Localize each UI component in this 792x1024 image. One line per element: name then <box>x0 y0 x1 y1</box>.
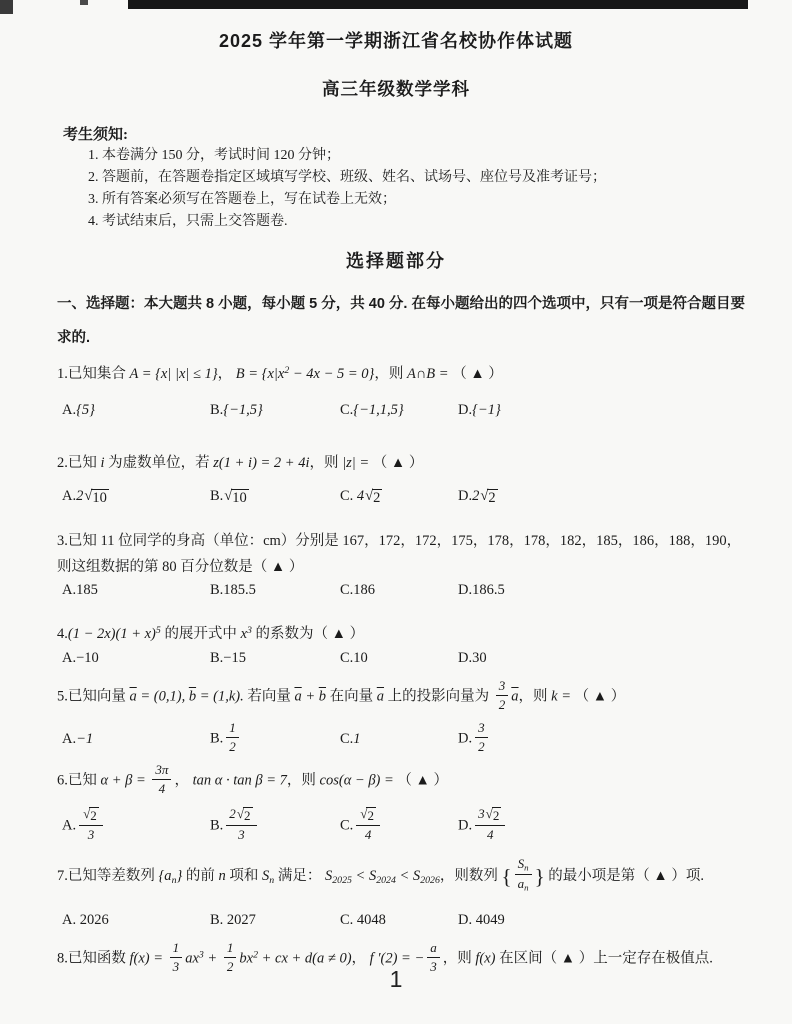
question-1-options <box>62 402 768 419</box>
question-3-stem: 3.已知 11 位同学的身高（单位：cm）分别是 167，172，172，175，178，178，182，185，186，188，190，则这组数据的第 80 百分位数是（ ▲ ） <box>57 533 742 575</box>
question-6-option-c: C. √ 2 4 <box>340 808 458 844</box>
question-3-option-b: B.185.5 <box>210 582 256 598</box>
question-5-option-c: C.1 <box>340 730 361 747</box>
question-5-option-d: D. $\frac{3}{2}$ <box>458 722 768 756</box>
question-4-stem: $4.(1 - 2x)(1 + x)^5$ 的展开式中 $x^3$ 的系数为（ ▲ ） <box>57 625 365 642</box>
question-7-option-b: B. 2027 <box>210 912 256 928</box>
question-2-option-c: C. 4 √ 2 <box>340 488 381 506</box>
notice-item-1: 1. 本卷满分 150 分，考试时间 120 分钟； <box>88 148 340 163</box>
question-2-option-d: D.2 √ 2 <box>458 488 496 506</box>
scan-artifact-corner <box>0 0 13 14</box>
page-number: 1 <box>389 966 403 992</box>
question-4-options <box>62 650 768 667</box>
question-5-option-a: A.−1 <box>62 730 94 747</box>
question-6-options <box>62 808 768 844</box>
question-5-options <box>62 722 768 756</box>
question-3-options <box>62 582 768 599</box>
question-1-option-a: A.{5} <box>62 402 95 418</box>
question-1-option-d: D.{−1} <box>458 402 501 418</box>
question-5-stem: 5.已知向量 $\overline{a} = (0,1)$, $\overline{b} = (1,k)$. 若向量 $\overline{a} + \overline{b}$ 在向量 $\overline{a}$ 上的投影向量为 $\frac{3}{2}$ $\overline{a}$，则 k = （ ▲ ） <box>57 678 626 712</box>
question-2-stem: 2.已知 i 为虚数单位，若 z(1 + i) = 2 + 4i，则 |z| = （ ▲ ） <box>57 455 424 471</box>
question-3-option-d: D.186.5 <box>458 582 505 598</box>
question-3-option-c: C.186 <box>340 582 376 598</box>
scan-artifact-top-bar <box>128 0 748 9</box>
question-8-stem: 8.已知函数 f(x) = $\frac{1}{3}$ $ax^3$ + $\frac{1}{2}$ $bx^2$ + cx + d(a ≠ 0)， f ′(2) = − $\frac{a}{3}$ ，则 f(x) 在区间（ ▲ ）上一定存在极值点. <box>57 940 713 974</box>
question-7-options <box>62 912 768 929</box>
question-4-option-d: D.30 <box>458 650 487 666</box>
question-5-option-b: B. $\frac{1}{2}$ <box>210 722 340 756</box>
question-6-option-b: B. 2 √ 2 3 <box>210 808 340 844</box>
section-instructions: 一、选择题：本大题共 8 小题，每小题 5 分，共 40 分. 在每小题给出的四个选项中，只有一项是符合题目要求的. <box>57 296 745 346</box>
notice-item-3: 3. 所有答案必须写在答题卷上，写在试卷上无效； <box>88 192 396 207</box>
question-7-option-a: A. 2026 <box>62 912 109 928</box>
question-7-option-d: D. 4049 <box>458 912 505 928</box>
question-2-options <box>62 488 768 507</box>
question-6-stem: 6.已知 α + β = $\frac{3\pi}{4}$ ， tan α · tan β = 7，则 cos(α − β) = （ ▲ ） <box>57 762 449 796</box>
question-2-option-a: A.2 √ 10 <box>62 488 107 506</box>
question-3-option-a: A.185 <box>62 582 98 598</box>
question-1-stem: 1.已知集合 A = {x| |x| ≤ 1}， $B = \{x|x^2 - 4x - 5 = 0\}$，则 A∩B = （ ▲ ） <box>57 365 503 382</box>
exam-subject-title: 高三年级数学学科 <box>322 79 470 99</box>
section-title: 选择题部分 <box>346 251 446 271</box>
question-7-stem: 7.已知等差数列 $\{a_n\}$ 的前 n 项和 $S_n$ 满足： $S_{2025} < S_{2024} < S_{2026}$，则数列 { $\frac{S_n}{a_n}$ } 的最小项是第（ ▲ ）项. <box>57 856 705 893</box>
question-7-option-c: C. 4048 <box>340 912 386 928</box>
question-6-option-d: D. 3 √ 2 4 <box>458 808 768 844</box>
question-2-option-b: B. √ 10 <box>210 488 247 506</box>
scan-artifact-speck <box>80 0 88 5</box>
notice-item-2: 2. 答题前，在答题卷指定区域填写学校、班级、姓名、试场号、座位号及准考证号； <box>88 170 606 185</box>
exam-title: 2025 学年第一学期浙江省名校协作体试题 <box>218 31 574 51</box>
notice-list <box>88 145 748 233</box>
question-4-option-b: B.−15 <box>210 650 246 666</box>
notice-item-4: 4. 考试结束后，只需上交答题卷. <box>88 214 288 229</box>
question-1-option-b: B.{−1,5} <box>210 402 263 418</box>
question-4-option-a: A.−10 <box>62 650 99 666</box>
question-4-option-c: C.10 <box>340 650 368 666</box>
question-1-option-c: C.{−1,1,5} <box>340 402 404 418</box>
notice-label: 考生须知: <box>63 127 128 143</box>
question-6-option-a: A. √ 2 3 <box>62 808 210 844</box>
